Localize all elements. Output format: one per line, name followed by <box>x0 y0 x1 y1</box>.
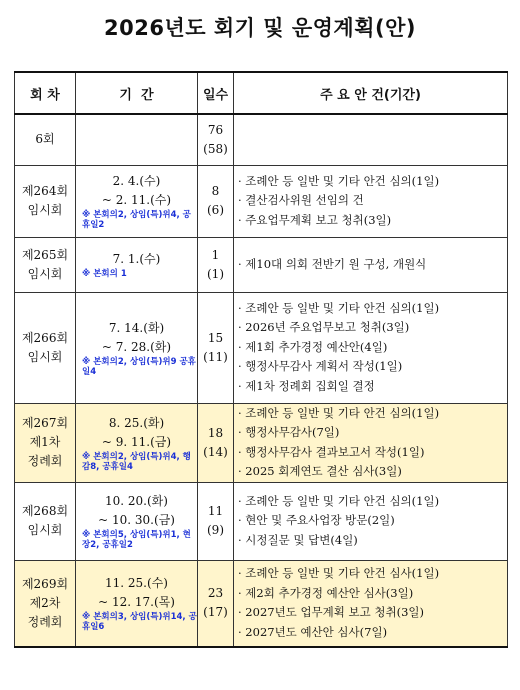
session-label: 제264회 <box>21 184 69 198</box>
days-working: (17) <box>203 605 228 620</box>
agenda-item: · 제2회 추가경정 예산안 심사(3일) <box>238 585 414 600</box>
agenda-item: · 조례안 등 일반 및 기타 안건 심의(1일) <box>238 405 440 420</box>
period-cell <box>76 292 198 403</box>
header-agenda: 주 요 안 건(기간) <box>234 72 508 114</box>
period-line: 8. 25.(화) <box>108 415 165 430</box>
session-label: 제266회 <box>21 330 69 345</box>
table-row <box>15 403 508 482</box>
days-working: (11) <box>203 349 228 364</box>
days-cell <box>198 114 234 165</box>
days-total: 1 <box>211 247 220 262</box>
period-note: ※ 본회의 1 <box>82 269 127 279</box>
table-row <box>15 114 508 165</box>
days-total: 23 <box>207 586 224 601</box>
agenda-cell <box>234 560 508 647</box>
days-total: 76 <box>207 122 224 137</box>
session-cell <box>15 403 76 482</box>
session-label: 제269회 <box>21 576 69 591</box>
agenda-item: · 2026년 주요업무보고 청취(3일) <box>238 320 410 335</box>
period-line: ~ 7. 28.(화) <box>101 339 172 354</box>
days-working: (9) <box>207 523 224 537</box>
days-working: (6) <box>207 203 224 217</box>
session-cell <box>15 237 76 292</box>
session-label: 6회 <box>35 132 55 147</box>
period-line: 11. 25.(수) <box>105 576 168 591</box>
session-label: 임시회 <box>27 203 63 217</box>
agenda-item: · 2025 회계연도 결산 심사(3일) <box>238 464 402 478</box>
days-working: (58) <box>203 141 228 156</box>
agenda-item: · 2027년도 업무계획 보고 청취(3일) <box>238 605 425 620</box>
days-cell <box>198 165 234 237</box>
header-days: 일수 <box>198 72 234 114</box>
session-cell <box>15 292 76 403</box>
period-cell <box>76 403 198 482</box>
agenda-cell <box>234 292 508 403</box>
session-cell <box>15 165 76 237</box>
days-total: 8 <box>211 184 220 198</box>
session-label: 제267회 <box>21 416 69 430</box>
session-label: 임시회 <box>27 266 63 281</box>
agenda-item: · 조례안 등 일반 및 기타 안건 심의(1일) <box>238 493 440 508</box>
period-line: 2. 4.(수) <box>112 174 161 188</box>
period-line: ~ 2. 11.(수) <box>101 193 172 207</box>
period-line: 10. 20.(화) <box>105 494 168 508</box>
header-period: 기 간 <box>76 72 198 114</box>
agenda-item: · 조례안 등 일반 및 기타 안건 심의(1일) <box>238 300 440 315</box>
table-row <box>15 560 508 647</box>
period-note: ※ 본회의3, 상임(특)위14, 공휴일6 <box>82 612 197 633</box>
page-title: 2026년도 회기 및 운영계획(안) <box>104 16 416 40</box>
session-label: 제268회 <box>21 504 69 518</box>
agenda-item: · 조례안 등 일반 및 기타 안건 심의(1일) <box>238 173 440 188</box>
agenda-item: · 행정사무감사 계획서 작성(1일) <box>238 359 403 374</box>
period-cell <box>76 560 198 647</box>
agenda-item: · 주요업무계획 보고 청취(3일) <box>238 212 392 227</box>
session-cell <box>15 482 76 560</box>
days-total: 18 <box>207 425 224 440</box>
days-cell <box>198 292 234 403</box>
session-label: 임시회 <box>27 523 63 537</box>
agenda-item: · 시정질문 및 답변(4일) <box>238 532 358 547</box>
header-row <box>15 72 508 114</box>
agenda-item: · 제1차 정례회 집회일 결정 <box>238 378 375 393</box>
session-cell <box>15 560 76 647</box>
table-row <box>15 165 508 237</box>
days-cell <box>198 482 234 560</box>
period-cell <box>76 482 198 560</box>
period-note: ※ 본회의2, 상임(특)위4, 공휴일2 <box>82 210 191 230</box>
period-note: ※ 본회의2, 상임(특)위9 공휴일4 <box>82 356 196 377</box>
days-cell <box>198 237 234 292</box>
period-note: ※ 본회의5, 상임(특)위1, 현장2, 공휴일2 <box>82 530 191 550</box>
table-row <box>15 237 508 292</box>
header-session: 회 차 <box>15 72 76 114</box>
period-line: ~ 10. 30.(금) <box>98 513 175 527</box>
period-note: ※ 본회의2, 상임(특)위4, 행감8, 공휴일4 <box>82 451 191 472</box>
agenda-item: · 행정사무감사 결과보고서 작성(1일) <box>238 444 425 459</box>
agenda-item: · 제10대 의회 전반기 원 구성, 개원식 <box>238 256 427 271</box>
agenda-item: · 결산검사위원 선임의 건 <box>238 193 364 208</box>
session-label: 제2차 <box>29 595 61 610</box>
days-cell <box>198 560 234 647</box>
agenda-cell <box>234 403 508 482</box>
agenda-item: · 현안 및 주요사업장 방문(2일) <box>238 513 395 528</box>
session-cell <box>15 114 76 165</box>
days-working: (1) <box>207 266 224 281</box>
period-cell <box>76 114 198 165</box>
session-label: 제265회 <box>21 247 69 262</box>
days-working: (14) <box>203 444 228 459</box>
agenda-cell <box>234 114 508 165</box>
agenda-item: · 조례안 등 일반 및 기타 안건 심사(1일) <box>238 566 440 581</box>
session-label: 임시회 <box>27 349 63 364</box>
agenda-item: · 행정사무감사(7일) <box>238 425 340 439</box>
session-label: 제1차 <box>29 435 61 449</box>
agenda-cell <box>234 482 508 560</box>
period-line: 7. 14.(화) <box>108 320 165 335</box>
period-cell <box>76 165 198 237</box>
session-label: 정례회 <box>27 454 63 468</box>
session-plan-table <box>14 71 508 648</box>
period-line: ~ 12. 17.(목) <box>98 595 175 610</box>
agenda-cell <box>234 237 508 292</box>
days-cell <box>198 403 234 482</box>
agenda-item: · 2027년도 예산안 심사(7일) <box>238 624 388 639</box>
days-total: 15 <box>207 330 224 345</box>
days-total: 11 <box>207 504 224 518</box>
session-label: 정례회 <box>27 614 63 629</box>
agenda-cell <box>234 165 508 237</box>
table-row <box>15 292 508 403</box>
period-cell <box>76 237 198 292</box>
period-line: ~ 9. 11.(금) <box>101 434 172 449</box>
agenda-item: · 제1회 추가경정 예산안(4일) <box>238 339 388 354</box>
table-row <box>15 482 508 560</box>
period-line: 7. 1.(수) <box>112 252 161 266</box>
